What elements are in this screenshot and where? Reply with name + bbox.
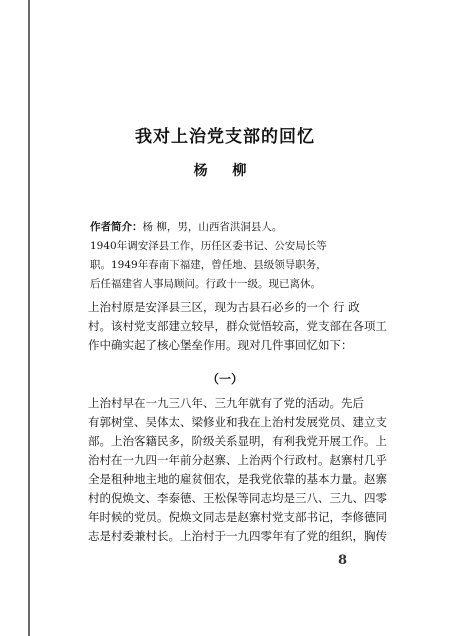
- intro-line: 后任福建省人事局顾问。行政十一级。现已离休。: [90, 278, 321, 290]
- article-author: 杨 柳: [193, 163, 257, 179]
- paragraph-section-one: [88, 394, 387, 546]
- paragraph-line: 治村在一九四一年前分赵寨、上治两个行政村。赵寨村几乎: [88, 453, 387, 467]
- paragraph-line: 有郭树堂、吴体太、梁修业和我在上治村发展党员、建立支: [88, 415, 387, 429]
- paragraph-line: 全是租种地主地的雇贫佃农，是我党依靠的基本力量。赵寨: [88, 472, 387, 486]
- intro-line-text: 杨 柳，男，山西省洪洞县人。: [142, 221, 283, 233]
- section-heading: （一）: [206, 372, 243, 386]
- intro-label: 作者简介：: [90, 221, 143, 233]
- paragraph-line: 村。该村党支部建立较早，群众觉悟较高，党支部在各项工: [88, 319, 387, 333]
- page-number: 8: [338, 553, 348, 568]
- paragraph-line: 上治村早在一九三八年、三九年就有了党的活动。先后: [88, 396, 364, 410]
- paragraph-line: 志是村委兼村长。上治村于一九四零年有了党的组织，胸传: [88, 529, 387, 543]
- author-intro: [90, 218, 390, 294]
- paragraph-overview: [88, 298, 387, 355]
- paragraph-line: 作中确实起了核心堡垒作用。现对几件事回忆如下：: [88, 338, 353, 352]
- paragraph-line: 上治村原是安泽县三区，现为古县石必乡的一个 行 政: [88, 300, 360, 314]
- intro-line: 职。1949年春南下福建，曾任地、县级领导职务，: [90, 259, 327, 271]
- paragraph-line: 年时候的党员。倪焕文同志是赵寨村党支部书记，李修德同: [88, 510, 387, 524]
- intro-line: 1940年调安泽县工作，历任区委书记、公安局长等: [90, 240, 327, 252]
- article-title: 我对上治党支部的回忆: [135, 127, 315, 147]
- paragraph-line: 村的倪焕文、李泰德、王松保等同志均是三八、三九、四零: [88, 491, 387, 505]
- intro-line: [90, 218, 390, 237]
- paragraph-line: 部。上治客籍民多，阶级关系显明，有利我党开展工作。上: [88, 434, 387, 448]
- binding-margin-rule: [28, 0, 30, 636]
